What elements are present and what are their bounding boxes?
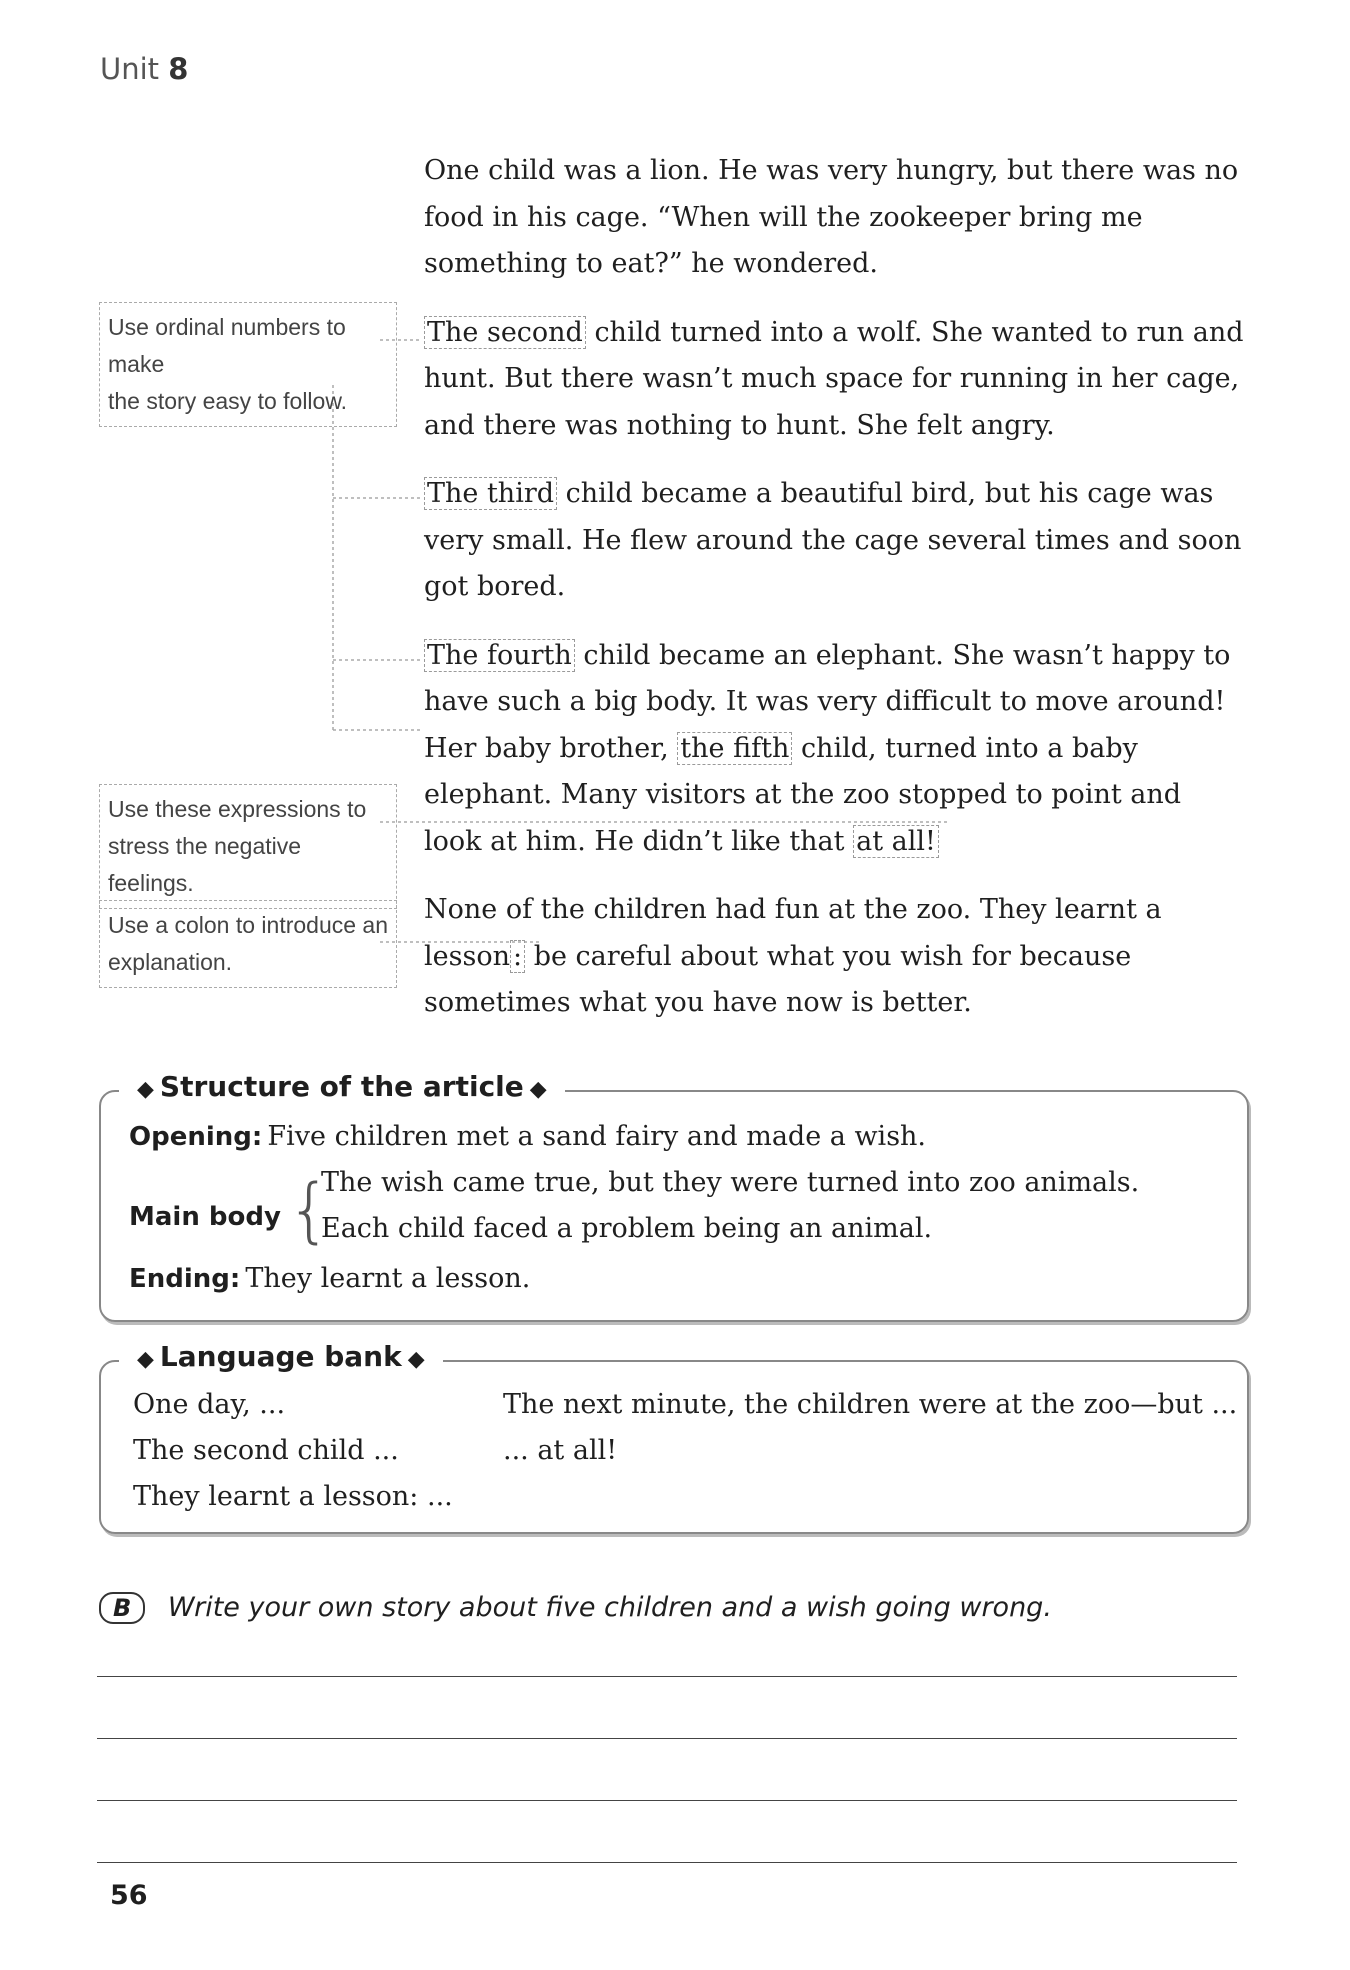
structure-main-body-label [129, 1172, 281, 1232]
ordinal-highlight-second: The second [424, 316, 586, 349]
writing-line[interactable] [97, 1676, 1237, 1677]
note-line: stress the negative feelings. [108, 833, 302, 896]
note-colon [99, 900, 397, 988]
structure-title [119, 1070, 565, 1103]
note-line: Use these expressions to [108, 796, 367, 822]
language-bank-item: The second child ... [133, 1435, 399, 1466]
language-bank-title-text: Language bank [159, 1340, 402, 1373]
language-bank-item: They learnt a lesson: ... [133, 1481, 453, 1512]
story-paragraph-2 [424, 310, 1244, 450]
structure-title-text: Structure of the article [159, 1070, 524, 1103]
page-number: 56 [110, 1880, 148, 1911]
story-paragraph-3-text: child became a beautiful bird, but his cage was very small. He flew around the cage several times and soon got bored. [424, 478, 1242, 602]
note-line: Use ordinal numbers to make [108, 314, 346, 377]
expression-highlight-at-all: at all! [853, 825, 939, 858]
exercise-badge: B [99, 1592, 145, 1624]
diamond-icon: ◆ [137, 1077, 154, 1102]
ordinal-highlight-fourth: The fourth [424, 639, 575, 672]
diamond-icon: ◆ [137, 1347, 154, 1372]
story-text [424, 148, 1244, 1027]
language-bank-item: The next minute, the children were at the zoo—but ... [503, 1389, 1238, 1420]
exercise-b [99, 1592, 1052, 1624]
main-body-point: Each child faced a problem being an animal. [321, 1213, 933, 1244]
note-negative-feelings [99, 784, 397, 909]
structure-box [99, 1070, 1249, 1322]
story-paragraph-5 [424, 887, 1244, 1027]
writing-line[interactable] [97, 1862, 1237, 1863]
language-bank-box [99, 1340, 1249, 1534]
story-paragraph-1: One child was a lion. He was very hungry, but there was no food in his cage. “When will the zookeeper bring me something to eat?” he wondered. [424, 155, 1239, 279]
story-paragraph-3 [424, 471, 1244, 611]
story-paragraph-4-text-a: child became an elephant. She wasn’t happy to have such a big body. It was very difficult to move around! Her baby brother, [424, 639, 1231, 764]
language-bank-item: One day, ... [133, 1389, 286, 1420]
language-bank-left-column [133, 1382, 453, 1520]
story-paragraph-4-text-b: child, turned into a baby elephant. Many visitors at the zoo stopped to point and look at him. He didn’t like that [424, 732, 1182, 857]
main-body-label: Main body [129, 1202, 281, 1232]
language-bank-right-column [503, 1382, 1237, 1474]
note-line: explanation. [108, 949, 233, 975]
unit-word: Unit [100, 52, 160, 86]
language-bank-title [119, 1340, 443, 1373]
story-paragraph-4 [424, 633, 1244, 866]
writing-line[interactable] [97, 1738, 1237, 1739]
diamond-icon: ◆ [407, 1347, 425, 1372]
brace-icon: { [287, 1169, 332, 1251]
story-paragraph-5-text-b: be careful about what you wish for because sometimes what you have now is better. [424, 940, 1132, 1018]
language-bank-item: ... at all! [503, 1435, 618, 1466]
structure-ending [129, 1256, 530, 1305]
story-paragraph-5-text-a: None of the children had fun at the zoo. They learnt a lesson [424, 894, 1162, 972]
opening-text: Five children met a sand fairy and made a wish. [267, 1121, 927, 1152]
colon-highlight: : [510, 940, 525, 973]
writing-line[interactable] [97, 1800, 1237, 1801]
story-paragraph-2-text: child turned into a wolf. She wanted to run and hunt. But there wasn’t much space for running in her cage, and there was nothing to hunt. She felt angry. [424, 316, 1244, 441]
exercise-instruction: Write your own story about five children and a wish going wrong. [167, 1592, 1052, 1623]
ordinal-highlight-fifth: the fifth [677, 732, 792, 765]
note-ordinal-numbers [99, 302, 397, 427]
main-body-point: The wish came true, but they were turned into zoo animals. [321, 1167, 1140, 1198]
note-line: the story easy to follow. [108, 388, 348, 414]
ending-label: Ending: [129, 1264, 241, 1294]
ordinal-highlight-third: The third [424, 477, 557, 510]
note-line: Use a colon to introduce an [108, 912, 389, 938]
opening-label: Opening: [129, 1122, 263, 1152]
unit-number: 8 [168, 52, 189, 86]
structure-opening [129, 1114, 926, 1163]
diamond-icon: ◆ [529, 1077, 547, 1102]
structure-main-body-points [321, 1160, 1139, 1252]
ending-text: They learnt a lesson. [245, 1263, 531, 1294]
